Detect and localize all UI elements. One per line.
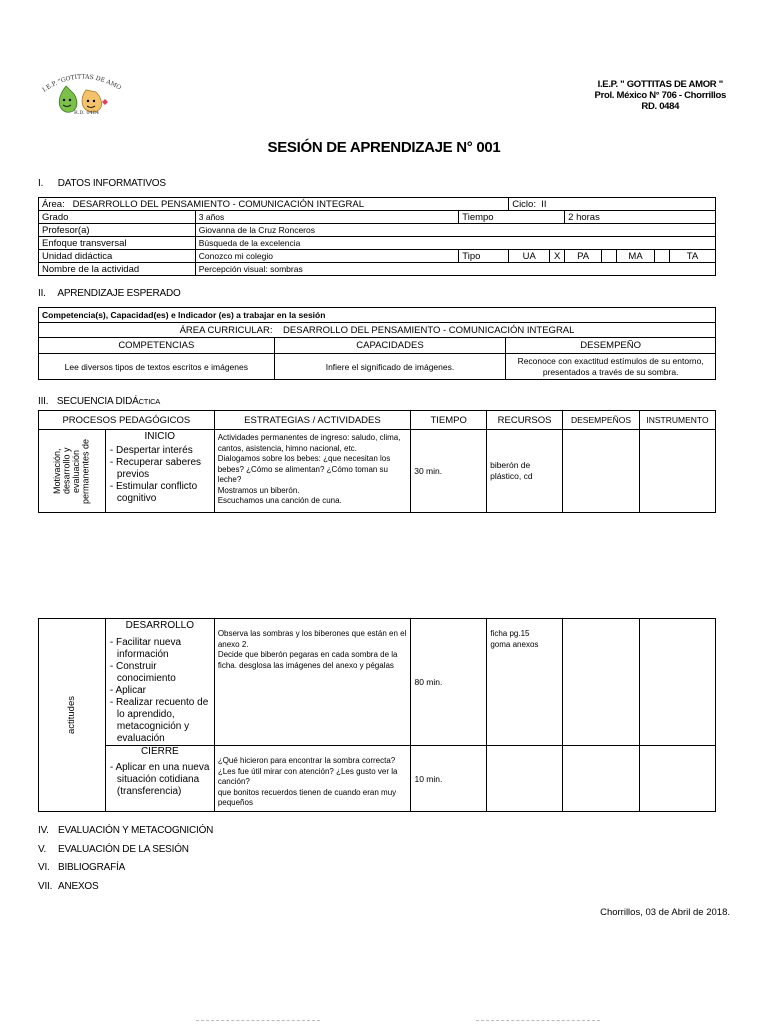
- end-section-num: IV.: [38, 825, 49, 836]
- place-date: Chorrillos, 03 de Abril de 2018.: [600, 907, 730, 918]
- desarrollo-estrategias: [214, 619, 411, 746]
- profesor-label: Profesor(a): [39, 224, 196, 237]
- section-2-heading: [38, 288, 181, 299]
- end-section-label: EVALUACIÓN DE LA SESIÓN: [58, 843, 189, 855]
- proceso-item: - Construir conocimiento: [109, 661, 211, 685]
- inicio-tiempo: 30 min.: [411, 430, 487, 513]
- profesor-value: Giovanna de la Cruz Ronceros: [195, 224, 715, 237]
- cierre-instrumento: [640, 746, 716, 812]
- area-curricular-cell: [39, 323, 716, 338]
- end-section-label: EVALUACIÓN Y METACOGNICIÓN: [58, 825, 214, 836]
- recurso-line: ficha pg.15: [490, 629, 530, 638]
- grado-label: Grado: [39, 211, 196, 224]
- competencia-value: Lee diversos tipos de textos escritos e imágenes: [39, 354, 275, 380]
- col-desempenos: DESEMPEÑOS: [563, 411, 640, 430]
- ciclo-cell: [509, 198, 716, 211]
- proceso-item: - Facilitar nueva información: [109, 637, 211, 661]
- desarrollo-instrumento: [640, 619, 716, 746]
- side-label-cell-2: [39, 619, 106, 812]
- secuencia-table-2: [38, 618, 716, 812]
- end-section-heading: [38, 825, 213, 844]
- logo-sub-text: R.D. 0484: [74, 110, 100, 116]
- estrategia-line: Observa las sombras y los biberones que están en el anexo 2.: [217, 629, 407, 649]
- cierre-cell: [105, 746, 214, 812]
- secuencia-table-1: [38, 410, 716, 513]
- end-section-num: V.: [38, 843, 47, 855]
- col-procesos: PROCESOS PEDAGÓGICOS: [39, 411, 215, 430]
- proceso-item: - Realizar recuento de lo aprendido, metacognición y evaluación: [109, 697, 211, 745]
- estrategia-line: Actividades permanentes de ingreso: saludo, clima, cantos, asistencia, himno nacional, etc.: [217, 433, 401, 453]
- end-section-heading: [38, 862, 213, 881]
- actividad-label: Nombre de la actividad: [39, 263, 196, 276]
- section-1-heading: [38, 178, 166, 189]
- cierre-list: [109, 762, 211, 798]
- end-section-label: ANEXOS: [58, 880, 99, 892]
- logo-arc-text: I.E.P. "GOTITTAS DE AMO: [41, 73, 123, 94]
- section-1-title: DATOS INFORMATIVOS: [57, 178, 166, 189]
- tipo-pa-mark: [602, 250, 617, 263]
- area-cell: [39, 198, 509, 211]
- aprendizaje-esperado-table: [38, 307, 716, 380]
- proceso-item: - Aplicar: [109, 685, 211, 697]
- section-3-heading: [38, 396, 160, 407]
- tiempo-label: Tiempo: [459, 211, 565, 224]
- inicio-recursos: biberón de plástico, cd: [487, 430, 563, 513]
- tipo-ta: TA: [669, 250, 715, 263]
- grado-value: 3 años: [195, 211, 459, 224]
- unidad-value: Conozco mi colegio: [195, 250, 459, 263]
- desarrollo-tiempo: 80 min.: [411, 619, 487, 746]
- area-curricular-label: ÁREA CURRICULAR:: [179, 324, 273, 336]
- datos-informativos-table: [38, 197, 716, 276]
- tipo-ua: UA: [509, 250, 550, 263]
- section-3-title-tail: CTICA: [138, 397, 161, 406]
- cierre-desempenos: [563, 746, 640, 812]
- school-logo: [36, 72, 126, 118]
- section-2-title: APRENDIZAJE ESPERADO: [57, 288, 181, 299]
- cierre-tiempo: 10 min.: [411, 746, 487, 812]
- competencia-header: Competencia(s), Capacidad(es) e Indicador (es) a trabajar en la sesión: [39, 308, 716, 323]
- cierre-title: CIERRE: [140, 746, 179, 757]
- cierre-recursos: [487, 746, 563, 812]
- desarrollo-desempenos: [563, 619, 640, 746]
- proceso-item: - Aplicar en una nueva situación cotidiana (transferencia): [109, 762, 211, 798]
- unidad-label: Unidad didáctica: [39, 250, 196, 263]
- actividad-value: Percepción visual: sombras: [195, 263, 715, 276]
- tipo-ua-mark: X: [550, 250, 565, 263]
- inicio-list: [109, 445, 211, 505]
- school-header: [595, 79, 726, 112]
- signature-line-right: [476, 1020, 600, 1021]
- desarrollo-title: DESARROLLO: [125, 620, 195, 631]
- tiempo-value: 2 horas: [565, 211, 716, 224]
- col-instrumento: INSTRUMENTO: [639, 411, 715, 430]
- proceso-item: - Recuperar saberes previos: [109, 457, 211, 481]
- end-section-heading: [38, 844, 213, 863]
- col-desempeno: DESEMPEÑO: [506, 338, 716, 354]
- inicio-instrumento: [639, 430, 715, 513]
- area-curricular-value: DESARROLLO DEL PENSAMIENTO - COMUNICACIÓN INTEGRAL: [283, 324, 575, 336]
- section-2-num: II.: [38, 288, 46, 299]
- enfoque-value: Búsqueda de la excelencia: [195, 237, 715, 250]
- proceso-item: - Estimular conflicto cognitivo: [109, 481, 211, 505]
- ciclo-label: Ciclo:: [512, 198, 536, 210]
- inicio-estrategias: [214, 430, 411, 513]
- enfoque-label: Enfoque transversal: [39, 237, 196, 250]
- col-competencias: COMPETENCIAS: [39, 338, 275, 354]
- inicio-cell: [105, 430, 214, 513]
- estrategia-line: que bonitos recuerdos tienen de cuando eran muy pequeños: [217, 787, 397, 807]
- tipo-pa: PA: [565, 250, 602, 263]
- section-3-title: SECUENCIA DIDÁ: [56, 396, 139, 407]
- estrategia-line: Dialogamos sobre los bebes: ¿que necesitan los bebes? ¿Cómo se alimentan? ¿Cómo toman su leche?: [217, 454, 391, 484]
- desarrollo-list: [109, 637, 211, 745]
- end-section-heading: [38, 881, 213, 900]
- school-rd: RD. 0484: [641, 101, 680, 112]
- desarrollo-recursos: [487, 619, 563, 746]
- capacidad-value: Infiere el significado de imágenes.: [274, 354, 506, 380]
- inicio-desempenos: [563, 430, 640, 513]
- col-estrategias: ESTRATEGIAS / ACTIVIDADES: [214, 411, 411, 430]
- tipo-ma: MA: [617, 250, 655, 263]
- tipo-label: Tipo: [459, 250, 509, 263]
- col-capacidades: CAPACIDADES: [274, 338, 506, 354]
- svg-text:I.E.P. "GOTITTAS DE AMOR": [36, 72, 122, 94]
- end-section-num: VII.: [38, 880, 53, 892]
- estrategia-line: Escuchamos una canción de cuna.: [217, 496, 342, 505]
- estrategia-line: ¿Qué hicieron para encontrar la sombra correcta? ¿Les fue útil mirar con atención? ¿Les gusto ver la canción?: [217, 756, 398, 786]
- side-label-cell-1: [39, 430, 106, 513]
- desarrollo-cell: [105, 619, 214, 746]
- recurso-line: goma anexos: [490, 639, 539, 649]
- col-tiempo: TIEMPO: [411, 411, 487, 430]
- section-3-num: III.: [38, 396, 49, 407]
- ciclo-value: II: [541, 198, 547, 210]
- tipo-ma-mark: [655, 250, 670, 263]
- school-name: I.E.P. " GOTTITAS DE AMOR ": [597, 79, 723, 90]
- col-recursos: RECURSOS: [487, 411, 563, 430]
- proceso-item: - Despertar interés: [109, 445, 211, 457]
- area-value: DESARROLLO DEL PENSAMIENTO - COMUNICACIÓN INTEGRAL: [72, 198, 365, 210]
- inicio-title: INICIO: [144, 431, 176, 442]
- signature-line-left: [196, 1020, 320, 1021]
- desempeno-value: Reconoce con exactitud estímulos de su entorno, presentados a través de su sombra.: [506, 354, 716, 380]
- end-section-num: VI.: [38, 862, 50, 873]
- estrategia-line: Decide que biberón pegaras en cada sombra de la ficha. desglosa las imágenes del anexo y pégalas: [217, 650, 398, 670]
- side-label-1: Motivación, desarrollo y evaluación permanentes de: [51, 438, 91, 504]
- end-sections: [38, 825, 213, 899]
- estrategia-line: Mostramos un biberón.: [217, 485, 300, 495]
- area-label: Área:: [42, 198, 65, 210]
- end-section-label: BIBLIOGRAFÍA: [58, 862, 126, 873]
- page-title: SESIÓN DE APRENDIZAJE N° 001: [267, 139, 501, 156]
- side-label-2: actitudes: [65, 695, 77, 735]
- school-address: Prol. México N° 706 - Chorrillos: [594, 90, 726, 101]
- section-1-num: I.: [38, 178, 44, 189]
- cierre-estrategias: [214, 746, 411, 812]
